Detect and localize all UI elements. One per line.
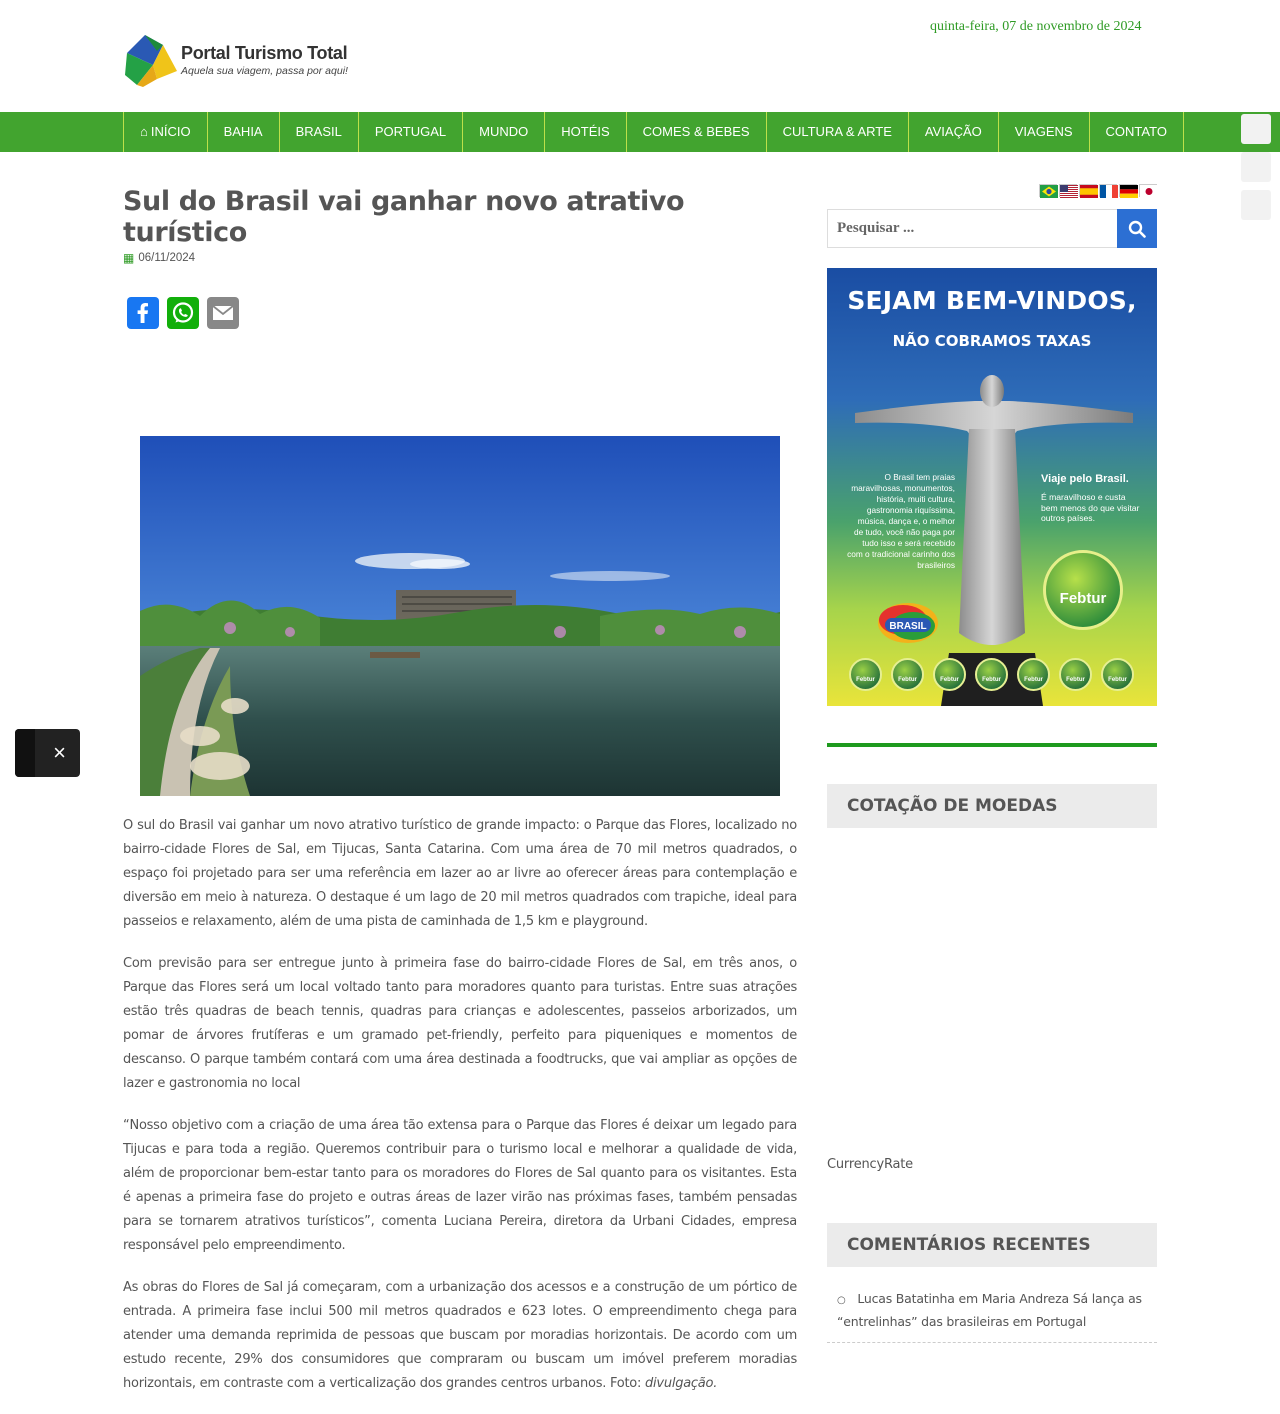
post-paragraph-last: As obras do Flores de Sal já começaram, com a urbanização dos acessos e a construção de um pórtico de entrada. A primeira fase inclui 500 mil metros quadrados e 623 lotes. O empreendimento chega para atender uma demanda reprimida de pessoas que buscam por moradias horizontais. De acordo com um estudo recente, 29% dos consumidores que compraram ou buscam um imóvel preferem moradias horizontais, em contraste com a verticalização dos grandes centros urbanos. Foto: divulgação. <box>123 1280 797 1391</box>
nav-item-aviacao[interactable]: AVIAÇÃO <box>908 112 998 152</box>
flag-japan-icon[interactable] <box>1139 184 1157 197</box>
recent-comments-list <box>827 1288 1157 1343</box>
flag-brazil-icon[interactable] <box>1039 184 1057 197</box>
search-button[interactable] <box>1117 209 1157 248</box>
floating-social-icon[interactable] <box>1241 152 1271 182</box>
post-date: ▦ 06/11/2024 <box>123 251 196 265</box>
nav-item-viagens[interactable]: VIAGENS <box>998 112 1089 152</box>
nav-item-contato[interactable]: CONTATO <box>1089 112 1184 152</box>
home-icon: ⌂ <box>140 124 148 139</box>
nav-item-hoteis[interactable]: HOTÉIS <box>544 112 625 152</box>
ad-badge-circle: Febtur <box>1101 658 1134 691</box>
sidebar-ad-banner[interactable] <box>827 268 1157 706</box>
floating-social-icon[interactable] <box>1241 190 1271 220</box>
flag-germany-icon[interactable] <box>1119 184 1137 197</box>
whatsapp-icon <box>167 297 199 329</box>
main-nav <box>0 112 1280 152</box>
facebook-icon <box>127 297 159 329</box>
nav-item-cultura-arte[interactable]: CULTURA & ARTE <box>766 112 908 152</box>
park-lake-illustration <box>140 436 780 796</box>
brasil-badge-logo <box>877 602 939 644</box>
recent-comments-title: COMENTÁRIOS RECENTES <box>827 1223 1157 1267</box>
nav-item-portugal[interactable]: PORTUGAL <box>358 112 462 152</box>
logo-tagline: Aquela sua viagem, passa por aqui! <box>181 65 348 77</box>
comment-post-link[interactable]: Maria Andreza Sá lança as “entrelinhas” das brasileiras em Portugal <box>837 1291 1142 1329</box>
search-input[interactable] <box>827 209 1117 248</box>
close-toast-button[interactable] <box>15 729 80 777</box>
ad-right-text: É maravilhoso e custa bem menos do que visitar outros países. <box>1041 492 1140 523</box>
ad-badge-circle: Febtur <box>975 658 1008 691</box>
ad-badge-circle: Febtur <box>1059 658 1092 691</box>
post-title: Sul do Brasil vai ganhar novo atrativo turístico <box>123 186 685 248</box>
post-body <box>123 814 797 1414</box>
nav-item-comes-bebes[interactable]: COMES & BEBES <box>626 112 766 152</box>
currency-rate-link[interactable]: CurrencyRate <box>827 1157 913 1172</box>
sidebar-divider <box>827 743 1157 747</box>
search-icon <box>1128 220 1146 238</box>
logo-mark-icon <box>123 31 179 89</box>
facebook-share-button[interactable] <box>127 297 159 329</box>
header-date: quinta-feira, 07 de novembro de 2024 <box>930 19 1142 34</box>
post-paragraph: “Nosso objetivo com a criação de uma área tão extensa para o Parque das Flores é deixar um legado para Tijucas e para toda a região. Queremos contribuir para o turismo local e melhorar a qualidade de vida, além de proporcionar bem-estar tanto para os moradores do Flores de Sal quanto para os visitantes. Esta é apenas a primeira fase do projeto e outras áreas de lazer virão nas próximas fases, também pensadas para se tornarem atrativos turísticos”, comenta Luciana Pereira, diretora da Urbani Cidades, empresa responsável pelo empreendimento. <box>123 1118 797 1253</box>
language-flags <box>1039 184 1157 197</box>
ad-badge-circle: Febtur <box>933 658 966 691</box>
currency-widget-title: COTAÇÃO DE MOEDAS <box>827 784 1157 828</box>
post-paragraph: Com previsão para ser entregue junto à primeira fase do bairro-cidade Flores de Sal, em três anos, o Parque das Flores será um local voltado tanto para moradores quanto para turistas. Entre suas atrações estão três quadras de beach tennis, quadras para crianças e adolescentes, passeios arborizados, um pomar de árvores frutíferas e um gramado pet-friendly, perfeito para piqueniques e momentos de descanso. O parque também contará com uma área destinada a foodtrucks, que vai ampliar as opções de lazer e gastronomia no local <box>123 956 797 1091</box>
comment-author[interactable]: Lucas Batatinha <box>857 1291 955 1306</box>
ad-headline: SEJAM BEM-VINDOS, <box>847 286 1137 315</box>
ad-subheadline: NÃO COBRAMOS TAXAS <box>892 332 1092 350</box>
nav-item-mundo[interactable]: MUNDO <box>462 112 544 152</box>
ad-left-text: O Brasil tem praias maravilhosas, monumentos, história, muiti cultura, gastronomia riquíssima, música, dança e, o melhor de tudo, você não paga por tudo isso e será recebido com o tradicional carinho dos brasileiros <box>847 472 955 570</box>
photo-credit: divulgação. <box>645 1376 718 1391</box>
flag-spain-icon[interactable] <box>1079 184 1097 197</box>
ad-badge-circle: Febtur <box>891 658 924 691</box>
ad-badge-row <box>849 658 1134 691</box>
flag-france-icon[interactable] <box>1099 184 1117 197</box>
post-hero-image <box>140 436 780 796</box>
recent-comment-item: ○ Lucas Batatinha em Maria Andreza Sá lança as “entrelinhas” das brasileiras em Portugal <box>827 1288 1157 1332</box>
email-share-button[interactable] <box>207 297 239 329</box>
email-icon <box>207 297 239 329</box>
flag-usa-icon[interactable] <box>1059 184 1077 197</box>
febtur-logo: Febtur <box>1043 550 1123 630</box>
search-form <box>827 209 1157 248</box>
logo-title: Portal Turismo Total <box>181 43 348 63</box>
close-icon: × <box>53 740 66 765</box>
floating-social-icon[interactable] <box>1241 114 1271 144</box>
ad-right-title: Viaje pelo Brasil. <box>1041 473 1129 485</box>
nav-item-bahia[interactable]: BAHIA <box>207 112 279 152</box>
site-logo[interactable] <box>123 30 363 90</box>
nav-item-inicio[interactable]: ⌂ INÍCIO <box>123 112 207 152</box>
whatsapp-share-button[interactable] <box>167 297 199 329</box>
ad-badge-text: BRASIL <box>889 621 927 632</box>
ad-badge-circle: Febtur <box>1017 658 1050 691</box>
calendar-icon: ▦ <box>123 251 135 265</box>
ad-badge-circle: Febtur <box>849 658 882 691</box>
nav-item-brasil[interactable]: BRASIL <box>279 112 358 152</box>
post-paragraph: O sul do Brasil vai ganhar um novo atrativo turístico de grande impacto: o Parque das Flores, localizado no bairro-cidade Flores de Sal, em Tijucas, Santa Catarina. Com uma área de 70 mil metros quadrados, o espaço foi projetado para ser uma referência em lazer ao ar livre ao oferecer áreas para contemplação e diversão em meio à natureza. O destaque é um lago de 20 mil metros quadrados com trapiche, ideal para passeios e relaxamento, além de uma pista de caminhada de 1,5 km e playground. <box>123 818 797 929</box>
share-buttons <box>127 297 239 329</box>
